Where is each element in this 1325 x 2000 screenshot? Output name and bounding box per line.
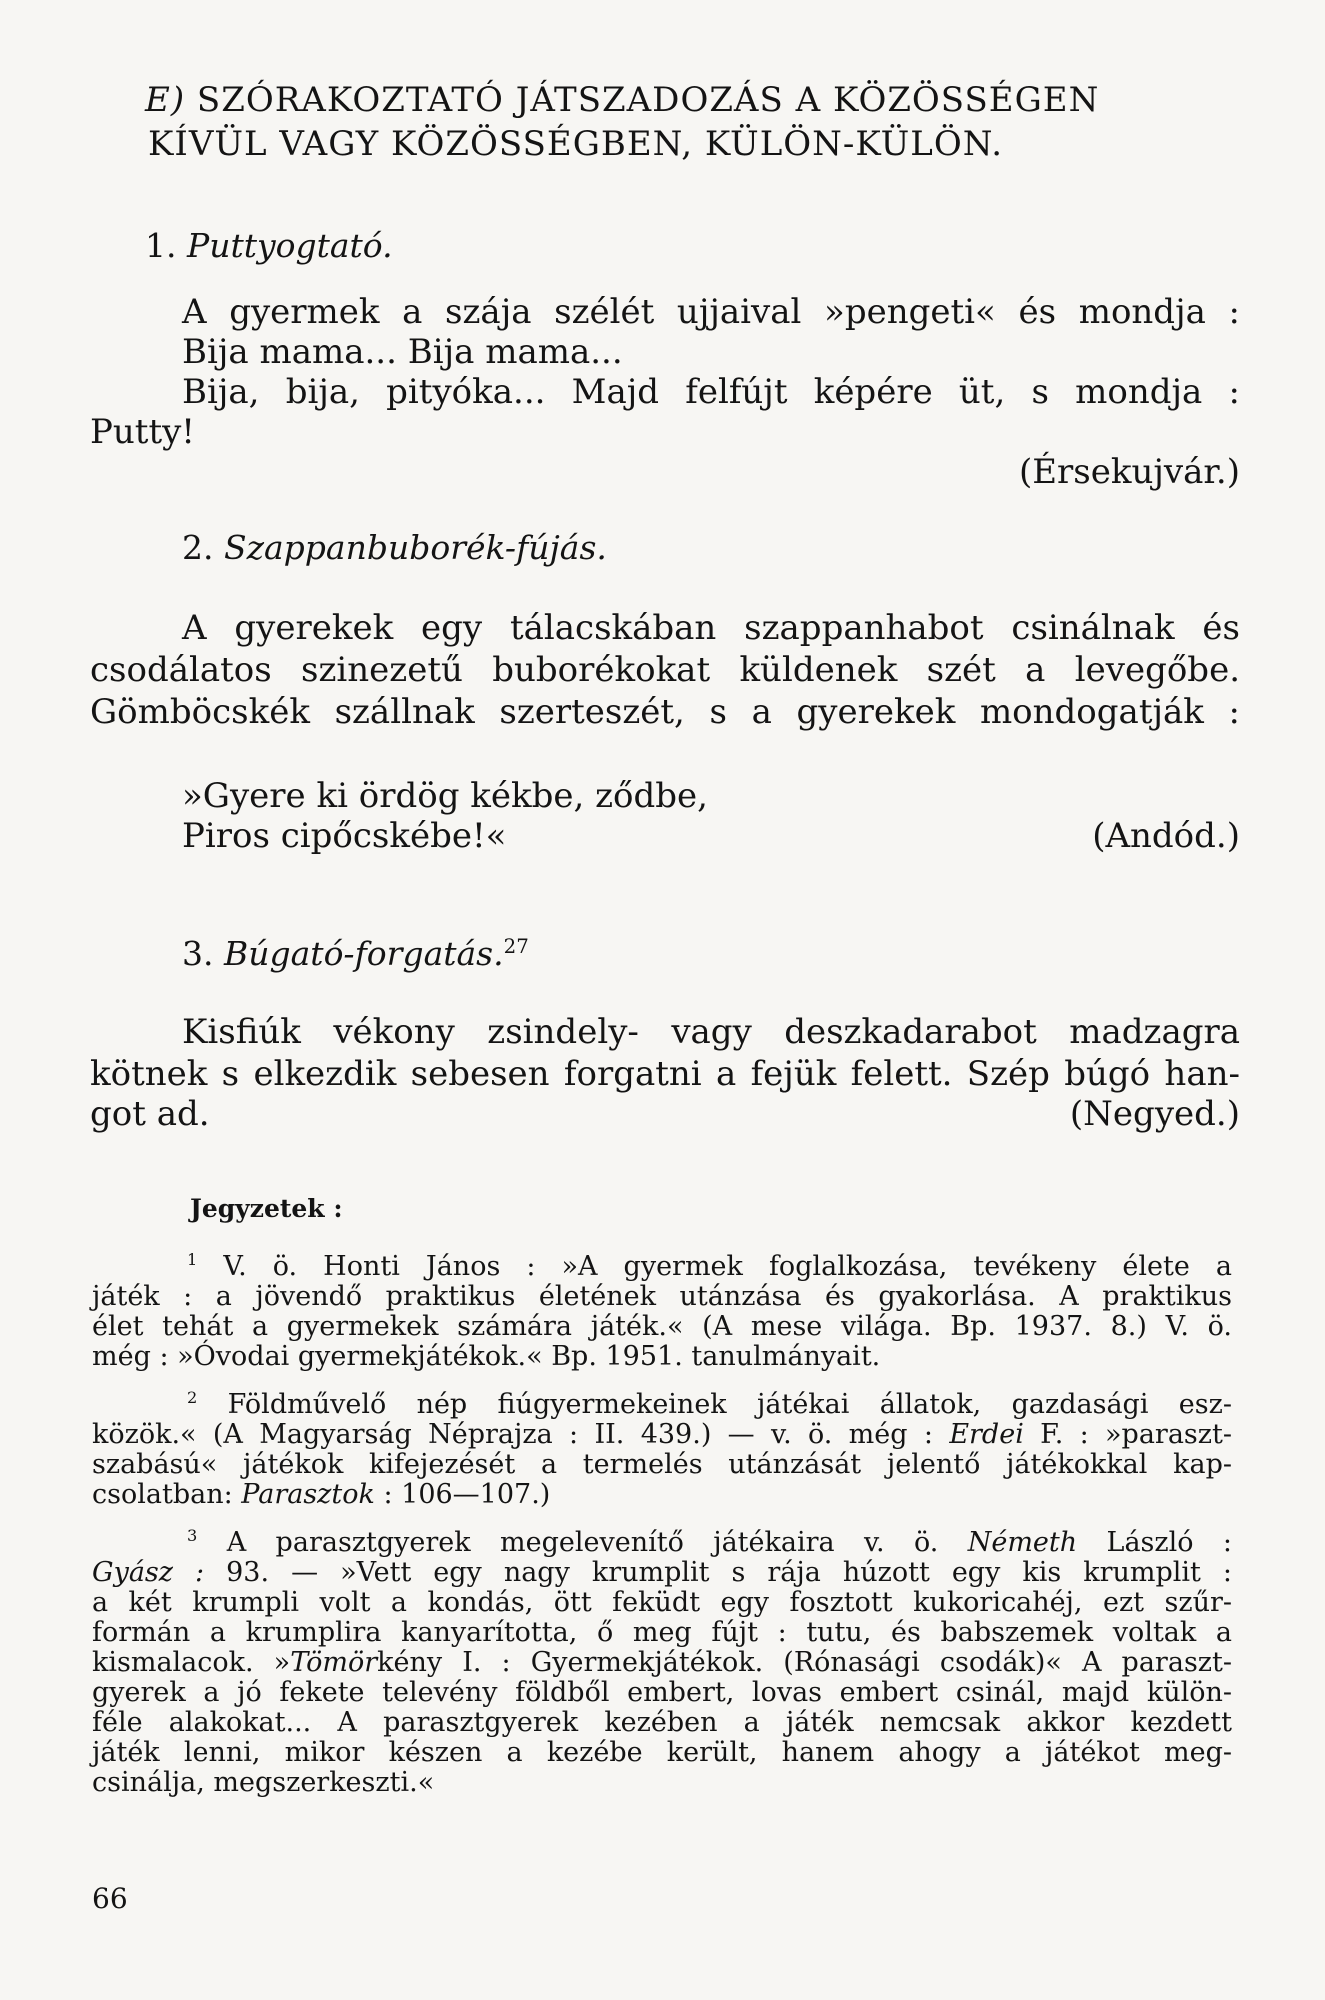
note-3-work: Gyász :	[92, 1557, 205, 1588]
item-2-subheading	[182, 528, 607, 568]
item-2-number: 2.	[182, 528, 214, 567]
item-3-line-3: got ad.	[90, 1094, 210, 1134]
heading-line-2: KÍVÜL VAGY KÖZÖSSÉGBEN, KÜLÖN-KÜLÖN.	[148, 124, 1004, 164]
item-3-number: 3.	[182, 934, 214, 973]
note-2-line-4	[92, 1480, 1232, 1510]
note-3-line-5	[92, 1648, 1232, 1678]
note-2-work: Parasztok	[241, 1479, 375, 1510]
item-3-footnote-ref: 27	[503, 935, 529, 958]
note-1-line-3: élet tehát a gyermekek számára játék.« (A mese világa. Bp. 1937. 8.) V. ö.	[92, 1311, 1232, 1342]
heading-line-1	[145, 78, 1225, 122]
note-2-number: 2	[187, 1388, 198, 1407]
note-3-text-2b: 93. — »Vett egy nagy krumplit s rája húzott egy kis krumplit :	[204, 1557, 1232, 1588]
item-3-line-2: kötnek s elkezdik sebesen forgatni a fejük felett. Szép búgó han-	[90, 1054, 1240, 1094]
note-2	[92, 1390, 1232, 1510]
heading-line-1-text: SZÓRAKOZTATÓ JÁTSZADOZÁS A KÖZÖSSÉGEN	[196, 80, 1100, 120]
note-3-line-9: csinálja, megszerkeszti.«	[92, 1767, 435, 1798]
note-3-work-2: Tömör	[290, 1647, 378, 1678]
item-2-title: Szappanbuborék-fújás.	[224, 528, 607, 567]
item-1-place: (Érsekujvár.)	[1018, 452, 1240, 492]
note-3-text-1b: László :	[1077, 1527, 1232, 1558]
note-2-text-1: Földművelő nép fiúgyermekeinek játékai állatok, gazdasági esz-	[227, 1389, 1232, 1420]
note-2-text-2b: F. : »paraszt-	[1023, 1419, 1232, 1450]
note-3-line-8: játék lenni, mikor készen a kezébe került, hanem ahogy a játékot meg-	[92, 1737, 1232, 1768]
item-2-line-1: A gyerekek egy tálacskában szappanhabot csinálnak és	[182, 608, 1240, 648]
note-2-author: Erdei	[949, 1419, 1024, 1450]
note-3-text-1a: A parasztgyerek megelevenítő játékaira v. ö.	[226, 1527, 968, 1558]
note-3-number: 3	[187, 1526, 198, 1545]
item-1-line-3: Bija, bija, pityóka... Majd felfújt képére üt, s mondja :	[182, 372, 1240, 412]
note-2-line-3: szabású« játékok kifejezését a termelés utánzását jelentő játékokkal kap-	[92, 1449, 1232, 1480]
item-2-place: (Andód.)	[1092, 816, 1240, 856]
note-3-line-4: formán a krumplira kanyarította, ő meg fújt : tutu, és babszemek voltak a	[92, 1617, 1232, 1648]
note-1-line-4: még : »Óvodai gyermekjátékok.« Bp. 1951. tanulmányait.	[92, 1341, 881, 1372]
note-3-line-6: gyerek a jó fekete televény földből embert, lovas embert csinál, majd külön-	[92, 1677, 1232, 1708]
item-3-title: Búgató-forgatás.	[224, 934, 504, 973]
note-3-text-5a: kismalacok. »	[92, 1647, 291, 1678]
note-2-text-4a: csolatban:	[92, 1479, 242, 1510]
note-1-line-2: játék : a jövendő praktikus életének utánzása és gyakorlása. A praktikus	[92, 1281, 1232, 1312]
item-2-verse-1: »Gyere ki ördög kékbe, ződbe,	[182, 776, 708, 816]
note-3-line-3: a két krumpli volt a kondás, ött feküdt egy fosztott kukoricahéj, ezt szűr-	[92, 1587, 1232, 1618]
item-3-subheading	[182, 934, 529, 974]
note-2-line-1	[92, 1390, 1232, 1420]
item-1-line-4: Putty!	[90, 412, 195, 452]
item-3-line-1: Kisfiúk vékony zsindely- vagy deszkadarabot madzagra	[182, 1012, 1240, 1052]
item-3-place: (Negyed.)	[1069, 1094, 1240, 1134]
item-1-line-1: A gyermek a szája szélét ujjaival »pengeti« és mondja :	[182, 292, 1240, 332]
note-3-text-5b: kény I. : Gyermekjátékok. (Rónasági csodák)« A paraszt-	[377, 1647, 1232, 1678]
note-3-line-1	[92, 1528, 1232, 1558]
item-2-line-3: Gömböcskék szállnak szerteszét, s a gyerekek mondogatják :	[90, 692, 1240, 732]
note-3-line-2	[92, 1558, 1232, 1588]
item-2-line-2: csodálatos szinezetű buborékokat küldenek szét a levegőbe.	[90, 650, 1240, 690]
note-3	[92, 1528, 1232, 1798]
note-2-text-2a: közök.« (A Magyarság Néprajza : II. 439.) — v. ö. még :	[92, 1419, 950, 1450]
note-1-number: 1	[187, 1250, 198, 1269]
note-3-line-7: féle alakokat... A parasztgyerek kezében a játék nemcsak akkor kezdett	[92, 1707, 1232, 1738]
item-1-number: 1.	[145, 226, 177, 265]
note-1-text-1: V. ö. Honti János : »A gyermek foglalkozása, tevékeny élete a	[223, 1251, 1232, 1282]
item-1-subheading	[145, 226, 393, 266]
item-1-title: Puttyogtató.	[187, 226, 393, 265]
note-2-line-2	[92, 1420, 1232, 1450]
note-3-author: Németh	[967, 1527, 1078, 1558]
heading-prefix: E)	[145, 80, 186, 120]
note-1-line-1	[92, 1252, 1232, 1282]
item-1-line-2: Bija mama... Bija mama...	[182, 332, 623, 372]
note-2-text-4b: : 106—107.)	[374, 1479, 551, 1510]
page-number: 66	[92, 1882, 128, 1915]
note-1	[92, 1252, 1232, 1372]
notes-title: Jegyzetek :	[190, 1194, 343, 1223]
item-2-verse-2: Piros cipőcskébe!«	[182, 816, 507, 856]
section-heading	[145, 78, 1225, 166]
